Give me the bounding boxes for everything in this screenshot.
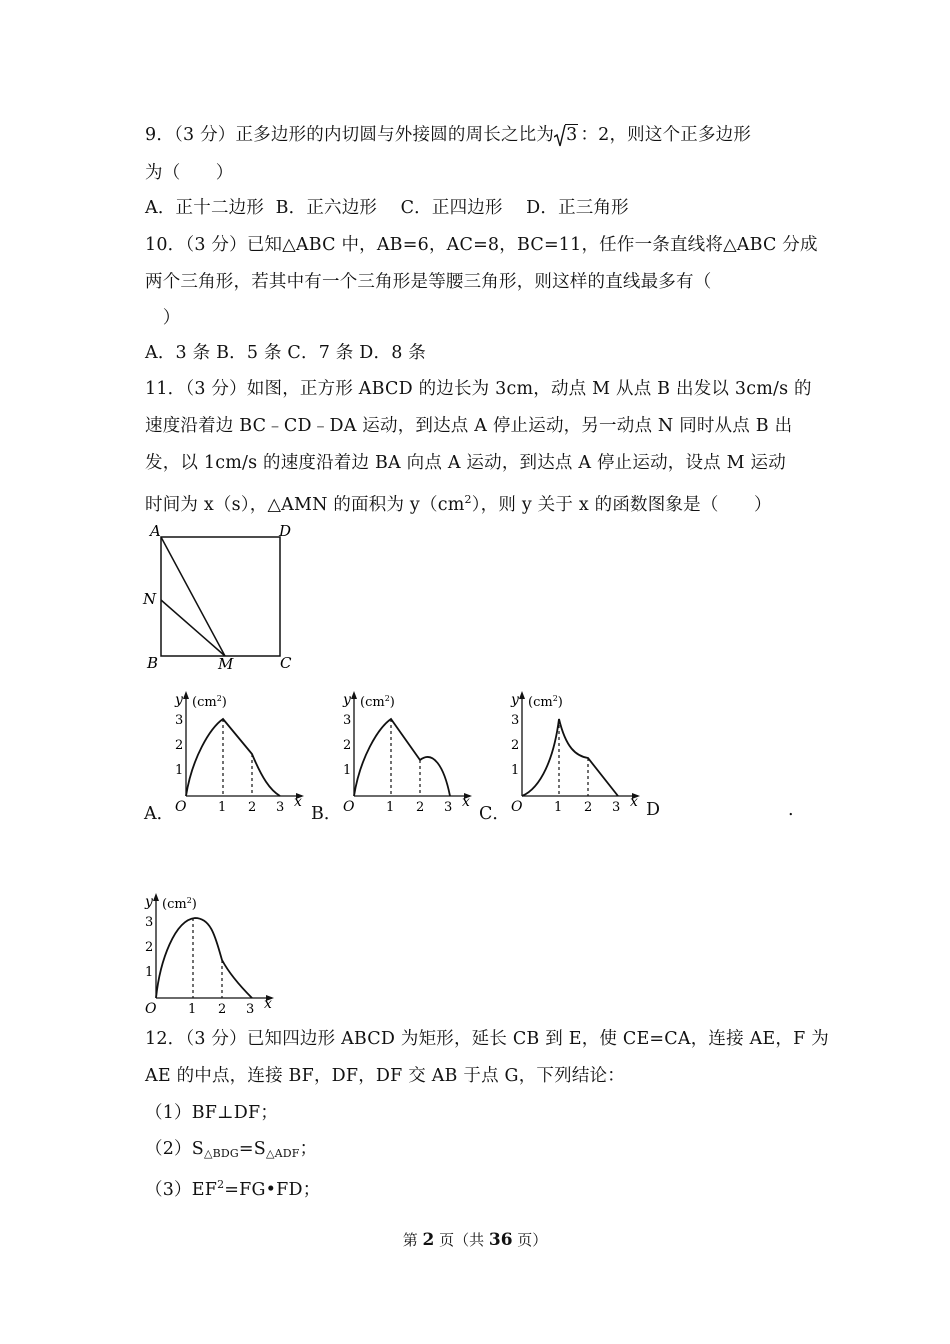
x-tick-2: 2 <box>218 1002 227 1017</box>
x-tick-2: 2 <box>416 800 425 815</box>
q10-line1: 10．（3 分）已知△ABC 中，AB=6，AC=8，BC=11，任作一条直线将△ABC 分成 <box>145 235 818 255</box>
x-tick-3: 3 <box>612 800 621 815</box>
x-tick-1: 1 <box>386 800 395 815</box>
x-tick-2: 2 <box>584 800 593 815</box>
q10-line3: ） <box>145 308 181 328</box>
x-tick-3: 3 <box>276 800 285 815</box>
c2-pre: （2）S <box>145 1139 204 1159</box>
footer-page-number: 2 <box>422 1230 435 1250</box>
q12-conclusion-3 <box>145 1173 320 1202</box>
origin-label: O <box>511 799 523 815</box>
axis-unit-label: $(cm^2)$ <box>528 694 563 710</box>
q11-line4-sup: 2 <box>464 493 472 506</box>
y-tick-2: 2 <box>343 738 352 753</box>
axis-x-label: x <box>630 794 638 810</box>
q9-line2: 为（ ） <box>145 163 234 183</box>
q11-line2: 速度沿着边 BC﹣CD﹣DA 运动，到达点 A 停止运动，另一动点 N 同时从点 B 出 <box>145 416 793 436</box>
q10-options: A．3 条 B．5 条 C．7 条 D．8 条 <box>145 343 426 363</box>
q11-line1: 11．（3 分）如图，正方形 ABCD 的边长为 3cm，动点 M 从点 B 出发以 3cm/s 的 <box>145 379 812 399</box>
graph-option-d <box>140 890 280 1022</box>
q10-line2: 两个三角形，若其中有一个三角形是等腰三角形，则这样的直线最多有（ <box>145 272 712 292</box>
y-tick-1: 1 <box>175 763 184 778</box>
segment-am <box>161 537 225 656</box>
y-tick-2: 2 <box>511 738 520 753</box>
c3-post: =FG•FD； <box>224 1180 321 1200</box>
q11-line4-post: ），则 y 关于 x 的函数图象是（ ） <box>471 495 772 515</box>
y-tick-1: 1 <box>343 763 352 778</box>
x-tick-1: 1 <box>218 800 227 815</box>
axis-y-label: y <box>343 692 351 708</box>
footer-total-pages: 36 <box>488 1230 513 1250</box>
c3-pre: （3）EF <box>145 1180 218 1200</box>
option-c-label: C． <box>479 804 510 824</box>
axis-x-label: x <box>462 794 470 810</box>
q12-line1: 12．（3 分）已知四边形 ABCD 为矩形，延长 CB 到 E，使 CE=CA，连接 AE，F 为 <box>145 1029 829 1049</box>
q9-options: A．正十二边形 B．正六边形 C．正四边形 D．正三角形 <box>145 198 629 218</box>
origin-label: O <box>145 1001 157 1017</box>
q11-line3: 发，以 1cm/s 的速度沿着边 BA 向点 A 运动，到达点 A 停止运动，设点 M 运动 <box>145 453 786 473</box>
c2-sub1: △BDG <box>203 1147 239 1160</box>
label-m: M <box>218 655 234 673</box>
c2-sub2: △ADF <box>265 1147 300 1160</box>
sqrt-symbol <box>554 123 578 147</box>
q12-conclusion-2 <box>145 1137 317 1166</box>
x-tick-1: 1 <box>188 1002 197 1017</box>
y-tick-3: 3 <box>145 915 154 930</box>
segment-nm <box>161 600 225 656</box>
axis-y-label: y <box>145 894 153 910</box>
c3-sup: 2 <box>217 1178 225 1191</box>
origin-label: O <box>175 799 187 815</box>
y-tick-1: 1 <box>145 965 154 980</box>
footer-mid: 页（共 <box>434 1231 489 1249</box>
y-tick-2: 2 <box>175 738 184 753</box>
square-figure <box>140 520 310 679</box>
c2-post: ； <box>299 1139 318 1159</box>
label-c: C <box>280 654 292 672</box>
sqrt-radicand: 3 <box>566 125 578 145</box>
graph-option-c <box>506 688 646 820</box>
y-tick-1: 1 <box>511 763 520 778</box>
axis-x-label: x <box>264 996 272 1012</box>
option-b-label: B． <box>311 804 342 824</box>
axis-unit-label: $(cm^2)$ <box>192 694 227 710</box>
q11-line4-pre: 时间为 x（s），△AMN 的面积为 y（cm <box>145 495 465 515</box>
square-abcd <box>161 537 280 656</box>
q12-line2: AE 的中点，连接 BF，DF，DF 交 AB 于点 G，下列结论： <box>145 1066 625 1086</box>
label-n: N <box>143 590 157 608</box>
graph-option-b <box>338 688 478 820</box>
axis-unit-label: $(cm^2)$ <box>162 896 197 912</box>
option-a-label: A． <box>144 804 175 824</box>
c2-mid: =S <box>238 1139 266 1159</box>
option-d-dot: . <box>788 800 794 820</box>
option-d-label: D <box>646 800 661 820</box>
origin-label: O <box>343 799 355 815</box>
x-tick-2: 2 <box>248 800 257 815</box>
y-tick-3: 3 <box>511 713 520 728</box>
x-tick-1: 1 <box>554 800 563 815</box>
graph-option-a <box>170 688 310 820</box>
q12-conclusion-1: （1）BF⊥DF； <box>145 1103 279 1123</box>
q9-text-post: ：2，则这个正多边形 <box>580 125 752 145</box>
footer-pre: 第 <box>402 1231 423 1249</box>
q11-line4 <box>145 488 772 517</box>
axis-y-label: y <box>175 692 183 708</box>
y-tick-3: 3 <box>175 713 184 728</box>
label-a: A <box>150 522 161 540</box>
y-tick-3: 3 <box>343 713 352 728</box>
y-tick-2: 2 <box>145 940 154 955</box>
x-tick-3: 3 <box>444 800 453 815</box>
x-tick-3: 3 <box>246 1002 255 1017</box>
page-footer <box>0 1229 950 1250</box>
axis-y-label: y <box>511 692 519 708</box>
label-b: B <box>147 654 159 672</box>
label-d: D <box>279 522 292 540</box>
q9-line1 <box>145 123 751 147</box>
axis-unit-label: $(cm^2)$ <box>360 694 395 710</box>
footer-post: 页） <box>512 1231 548 1249</box>
axis-x-label: x <box>294 794 302 810</box>
q9-text-pre: 9．（3 分）正多边形的内切圆与外接圆的周长之比为 <box>145 125 555 145</box>
